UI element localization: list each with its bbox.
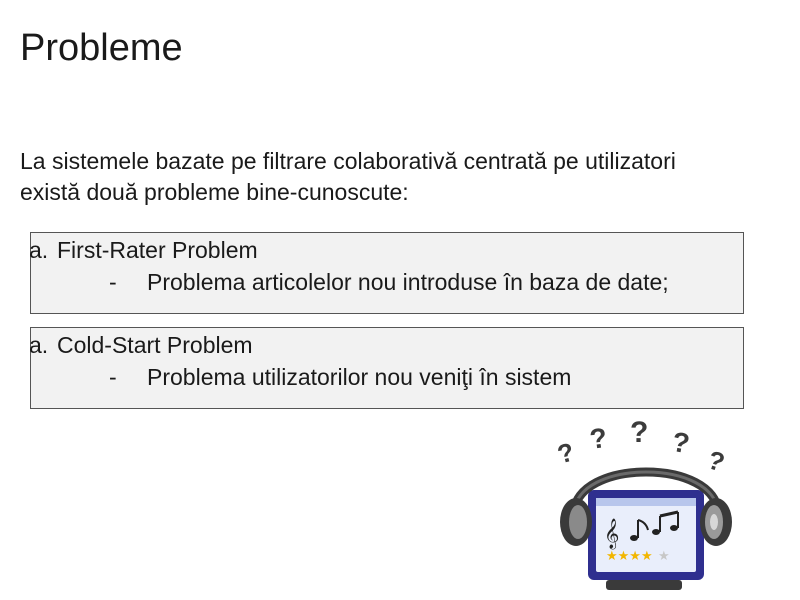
problem-title: Cold-Start Problem (57, 332, 253, 358)
bullet-dash: - (109, 364, 117, 390)
problem-description: Problema utilizatorilor nou veniţi în sistem (147, 364, 572, 390)
problem-box-first-rater (30, 232, 744, 314)
svg-text:?: ? (704, 444, 729, 478)
intro-line-1: La sistemele bazate pe filtrare colaborativă centrată pe utilizatori (20, 148, 676, 174)
problem-box-cold-start (30, 327, 744, 409)
star-rating-icon (606, 549, 670, 564)
svg-text:?: ? (669, 425, 692, 460)
intro-line-2: există două probleme bine-cunoscute: (20, 179, 409, 205)
svg-text:?: ? (630, 418, 649, 449)
music-recommender-illustration (548, 418, 748, 600)
svg-text:?: ? (587, 421, 609, 455)
svg-text:★★★★: ★★★★ (606, 549, 653, 564)
problem-description: Problema articolelor nou introduse în baza de date; (147, 269, 669, 295)
list-marker: a. (29, 237, 49, 263)
intro-paragraph (20, 146, 795, 208)
svg-text:★: ★ (658, 549, 670, 564)
svg-text:?: ? (554, 436, 578, 470)
bullet-dash: - (109, 269, 117, 295)
slide-title: Probleme (20, 27, 183, 69)
svg-text:𝄞: 𝄞 (604, 519, 620, 549)
list-marker: a. (29, 332, 49, 358)
problem-title: First-Rater Problem (57, 237, 258, 263)
